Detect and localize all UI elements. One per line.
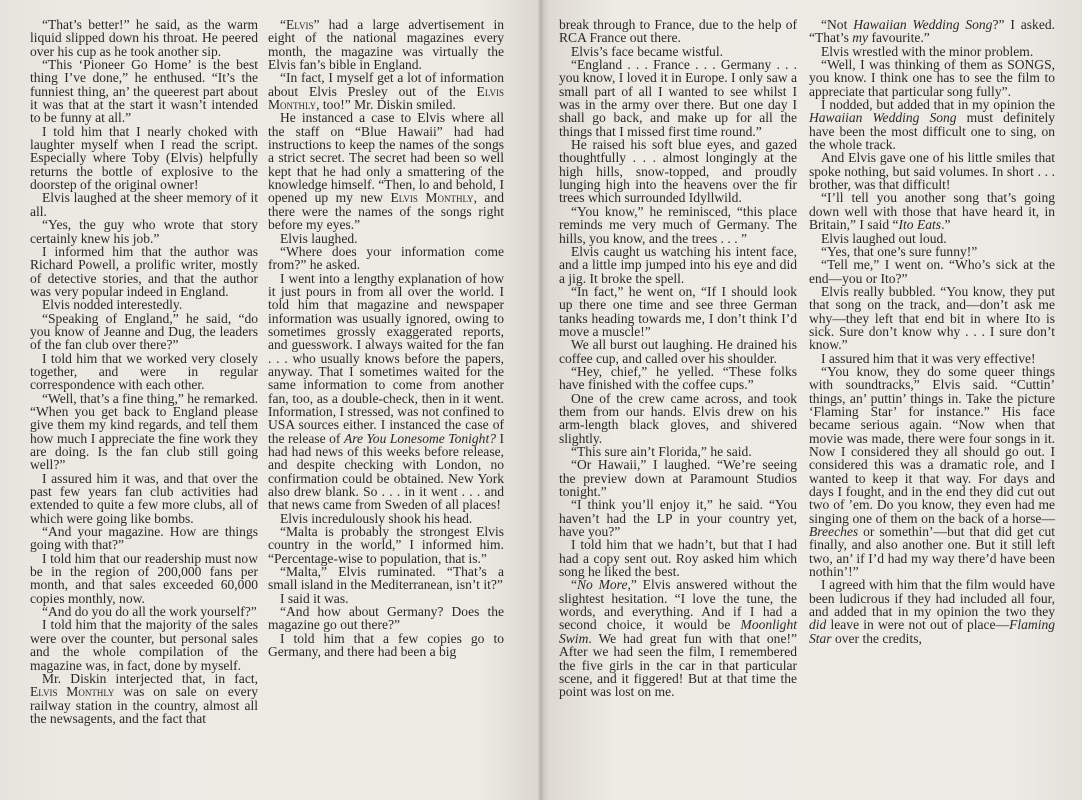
paragraph bbox=[559, 498, 797, 538]
paragraph bbox=[268, 592, 504, 605]
text-run: “This sure ain’t Florida,” he said. bbox=[571, 444, 752, 459]
paragraph bbox=[268, 565, 504, 592]
text-run: Elvis laughed. bbox=[280, 230, 358, 246]
text-run: Elvis nodded interestedly. bbox=[42, 297, 183, 313]
text-column-1 bbox=[30, 18, 258, 725]
paragraph bbox=[809, 365, 1055, 579]
italic-title: Breeches bbox=[809, 524, 859, 540]
text-column-2 bbox=[268, 18, 504, 659]
text-run: “And how about Germany? Does the magazine go out there?” bbox=[268, 604, 504, 633]
paragraph bbox=[809, 18, 1055, 45]
text-run: “England . . . France . . . Germany . . . you know, I loved it in Europe. I only saw a small part of all I wanted to see whilst I was in the army over there. But one day I shall go back, and make up for all the things that I missed first time round.” bbox=[559, 57, 797, 139]
paragraph bbox=[268, 272, 504, 512]
text-run: “Where does your information come from?” he asked. bbox=[268, 243, 504, 273]
italic-title: Hawaiian Wedding Song bbox=[853, 17, 993, 32]
small-caps-text: Elvis Monthly bbox=[30, 684, 115, 700]
text-run: “Malta is probably the strongest Elvis country in the world,” I informed him. “Percentage-wise to population, that is.” bbox=[268, 524, 504, 566]
text-run: Mr. Diskin interjected that, in fact, bbox=[42, 670, 258, 686]
text-run: or somethin’—but that did get cut finally, and also another one. But it still left two, an’ if I’d had my way there’d have been nothin’!” bbox=[809, 524, 1055, 580]
text-run: “Malta,” Elvis ruminated. “That’s a small island in the Mediterranean, isn’t it?” bbox=[268, 564, 504, 593]
text-run: ?” I asked. “That’s bbox=[809, 17, 1055, 46]
text-run: “In fact, I myself get a lot of information about Elvis Presley out of the bbox=[268, 70, 504, 99]
text-column-3 bbox=[559, 18, 797, 699]
text-run: “ bbox=[280, 17, 287, 32]
text-run: “Not bbox=[821, 17, 854, 32]
paragraph bbox=[559, 338, 797, 365]
paragraph bbox=[559, 458, 797, 498]
paragraph bbox=[809, 58, 1055, 98]
paragraph bbox=[30, 218, 258, 245]
paragraph bbox=[559, 445, 797, 458]
text-run: “I think you’ll enjoy it,” he said. “You haven’t had the LP in your country yet, have you?” bbox=[559, 497, 797, 540]
paragraph bbox=[268, 245, 504, 272]
text-run: Elvis’s face became wistful. bbox=[571, 43, 723, 59]
paragraph bbox=[30, 125, 258, 192]
paragraph bbox=[268, 605, 504, 632]
italic-title: Are You Lonesome Tonight? bbox=[343, 430, 496, 446]
text-run: We all burst out laughing. He drained his coffee cup, and called over his shoulder. bbox=[559, 337, 797, 366]
text-run: “Well, I was thinking of them as SONGS, you know. I think one has to see the film to appreciate that particular song fully”. bbox=[809, 57, 1055, 99]
paragraph bbox=[268, 525, 504, 565]
paragraph bbox=[268, 71, 504, 111]
text-run: over the credits, bbox=[831, 630, 922, 646]
paragraph bbox=[268, 111, 504, 231]
text-run: One of the crew came across, and took them from our hands. Elvis drew on his arm-length black gloves, and shivered slightly. bbox=[559, 390, 797, 446]
text-run: . We had great fun with that one!” After we had seen the film, I remembered the five girls in the car in that particular scene, and it figgered! But at that time the point was lost on me. bbox=[559, 630, 797, 700]
paragraph bbox=[30, 298, 258, 311]
text-run: I assured him it was, and that over the past few years fan club activities had extended to quite a few more clubs, all of which were going like bombs. bbox=[30, 470, 258, 526]
text-run: Elvis incredulously shook his head. bbox=[280, 510, 473, 526]
text-column-4 bbox=[809, 18, 1055, 645]
text-run: I told him that our readership must now be in the region of 200,000 fans per month, and that sales exceeded 60,000 copies monthly, now. bbox=[30, 550, 258, 606]
italic-title: Hawaiian Wedding Song bbox=[809, 110, 957, 126]
paragraph bbox=[268, 18, 504, 71]
text-run: And Elvis gave one of his little smiles that spoke nothing, but said volumes. In short . . . brother, was that difficult! bbox=[809, 150, 1055, 193]
paragraph bbox=[809, 232, 1055, 245]
text-run: “Yes, the guy who wrote that story certainly knew his job.” bbox=[30, 217, 258, 246]
italic-title: did bbox=[809, 617, 827, 633]
paragraph bbox=[559, 205, 797, 245]
text-run: I said it was. bbox=[280, 590, 349, 606]
italic-title: Flaming Star bbox=[809, 617, 1055, 646]
italic-title: my bbox=[852, 30, 869, 46]
paragraph bbox=[809, 258, 1055, 285]
paragraph bbox=[559, 578, 797, 698]
paragraph bbox=[30, 18, 258, 58]
paragraph bbox=[559, 285, 797, 338]
right-page bbox=[541, 0, 1082, 800]
text-run: He instanced a case to Elvis where all the staff on “Blue Hawaii” had had instructions to keep the names of the songs a strict secret. The secret had been so well kept that he had only a smattering of the knowledge himself. “Then, lo and behold, I opened up my new bbox=[268, 110, 504, 206]
text-run: ,” Elvis answered without the slightest hesitation. “I love the tune, the words, and everything. And if I had a second choice, it would be bbox=[559, 577, 797, 633]
paragraph bbox=[268, 632, 504, 659]
text-run: I went into a lengthy explanation of how it just pours in from all over the world. I told him that magazine and newspaper information was usually ignored, owing to sometimes grossly exaggerated reports, and guesswork. I always waited for the fan . . . who usually knows before the papers, anyway. That I sometimes waited for the same information to come from another fan, too, as a double-check, then in it went. Information, I stressed, was not confined to USA sources either. I instanced the case of the release of bbox=[268, 270, 504, 446]
text-run: “Well, that’s a fine thing,” he remarked. “When you get back to England please give them my kind regards, and tell them how much I appreciate the fine work they are doing. Is the fan club still going well?” bbox=[30, 390, 258, 473]
text-run: “You know, they do some queer things with soundtracks,” Elvis said. “Cuttin’ things, an’ puttin’ things in. Take the picture ‘Flaming Star’ for instance.” His face became serious again. “Now when that movie was made, there were four songs in it. Now I considered they all should go out. I considered this was a dramatic role, and I wanted to keep it that way. For days and days I fought, and in the end they did cut out two of ’em. Do you know, they even had me singing one of them on the back of a horse— bbox=[809, 363, 1055, 526]
italic-title: No More bbox=[577, 577, 628, 593]
paragraph bbox=[559, 45, 797, 58]
text-run: “That’s better!” he said, as the warm liquid slipped down his throat. He peered over his cup as he took another sip. bbox=[30, 17, 258, 59]
small-caps-text: Elvis Monthly bbox=[390, 190, 474, 206]
paragraph bbox=[30, 191, 258, 218]
paragraph bbox=[809, 285, 1055, 352]
text-run: Elvis laughed out loud. bbox=[821, 230, 947, 246]
text-run: “And do you do all the work yourself?” bbox=[42, 604, 257, 620]
paragraph bbox=[559, 58, 797, 138]
paragraph bbox=[559, 18, 797, 45]
text-run: I agreed with him that the film would have been ludicrous if they had included all four, and added that in my opinion the two they bbox=[809, 577, 1055, 620]
paragraph bbox=[30, 672, 258, 725]
paragraph bbox=[809, 245, 1055, 258]
text-run: “Speaking of England,” he said, “do you know of Jeanne and Dug, the leaders of the fan club over there?” bbox=[30, 310, 258, 353]
paragraph bbox=[809, 45, 1055, 58]
text-run: favourite.” bbox=[868, 30, 930, 46]
text-run: I nodded, but added that in my opinion the bbox=[821, 97, 1055, 113]
paragraph bbox=[30, 58, 258, 125]
text-run: I told him that we hadn’t, but that I had had a copy sent out. Roy asked him which song he liked the best. bbox=[559, 537, 797, 580]
text-run: “ bbox=[571, 577, 578, 593]
text-run: Elvis caught us watching his intent face, and a little imp jumped into his eye and did a jig. It broke the spell. bbox=[559, 243, 797, 286]
text-run: ” had a large advertisement in eight of the national magazines every month, the magazine was virtually the Elvis fan’s bible in England. bbox=[268, 17, 504, 73]
paragraph bbox=[559, 365, 797, 392]
paragraph bbox=[30, 472, 258, 525]
paragraph bbox=[559, 138, 797, 205]
text-run: “This ‘Pioneer Go Home’ is the best thing I’ve done,” he enthused. “It’s the funniest thing, an’ the queerest part about it was that at the start it wasn’t intended to be funny at all.” bbox=[30, 57, 258, 126]
text-run: , too!” Mr. Diskin smiled. bbox=[316, 97, 456, 113]
text-run: break through to France, due to the help of RCA France out there. bbox=[559, 17, 797, 46]
paragraph bbox=[30, 352, 258, 392]
text-run: I assured him that it was very effective! bbox=[821, 350, 1036, 366]
text-run: leave in were not out of place— bbox=[826, 617, 1010, 633]
paragraph bbox=[30, 525, 258, 552]
text-run: I told him that a few copies go to Germany, and there had been a big bbox=[268, 630, 504, 660]
text-run: “Hey, chief,” he yelled. “These folks have finished with the coffee cups.” bbox=[559, 363, 797, 393]
paragraph bbox=[559, 538, 797, 578]
text-run: “I’ll tell you another song that’s going down well with those that have heard it, in Britain,” I said “ bbox=[809, 190, 1055, 233]
paragraph bbox=[30, 618, 258, 671]
text-run: “You know,” he reminisced, “this place reminds me very much of Germany. The hills, you know, and the trees . . . ” bbox=[559, 203, 797, 246]
text-run: , and there were the names of the songs right before my eyes.” bbox=[268, 190, 504, 233]
text-run: Elvis wrestled with the minor problem. bbox=[821, 43, 1034, 59]
paragraph bbox=[809, 98, 1055, 151]
text-run: Elvis laughed at the sheer memory of it all. bbox=[30, 190, 258, 219]
text-run: I told him that I nearly choked with laughter myself when I read the script. Especially where Toby (Elvis) helpfully returns the bottle of explosive to the doorstep of the original owner! bbox=[30, 123, 258, 193]
text-run: I had had news of this weeks before release, and despite checking with London, no confirmation could be obtained. New York also drew blank. So . . . in it went . . . and that news came from Sweden of all places! bbox=[268, 430, 504, 513]
paragraph bbox=[809, 191, 1055, 231]
small-caps-text: Elvis bbox=[286, 17, 314, 32]
paragraph bbox=[30, 312, 258, 352]
text-run: was on sale on every railway station in the country, almost all the newsagents, and the fact that bbox=[30, 684, 258, 726]
text-run: “Tell me,” I went on. “Who’s sick at the end—you or Ito?” bbox=[809, 257, 1055, 286]
paragraph bbox=[268, 232, 504, 245]
paragraph bbox=[30, 605, 258, 618]
paragraph bbox=[559, 245, 797, 285]
text-run: I informed him that the author was Richard Powell, a prolific writer, mostly of detective stories, and that the author was very popular indeed in England. bbox=[30, 243, 258, 299]
paragraph bbox=[559, 392, 797, 445]
text-run: I told him that the majority of the sales were over the counter, but personal sales and the whole compilation of the magazine was, in fact, done by myself. bbox=[30, 617, 258, 673]
paragraph bbox=[30, 392, 258, 472]
italic-title: Ito Eats bbox=[898, 217, 942, 233]
text-run: “And your magazine. How are things going with that?” bbox=[30, 524, 258, 553]
paragraph bbox=[809, 352, 1055, 365]
text-run: He raised his soft blue eyes, and gazed thoughtfully . . . almost longingly at the high hills, snow-topped, and proudly lunging high into the heavens over the fir trees which surrounded Idyllwild. bbox=[559, 137, 797, 206]
paragraph bbox=[268, 512, 504, 525]
paragraph bbox=[30, 245, 258, 298]
paragraph bbox=[809, 578, 1055, 645]
text-run: “Or Hawaii,” I laughed. “We’re seeing the preview down at Paramount Studios tonight.” bbox=[559, 457, 797, 500]
paragraph bbox=[809, 151, 1055, 191]
text-run: Elvis really bubbled. “You know, they put that song on the track, and—don’t ask me why—they left that end bit in where Ito is sick. Sure don’t know why . . . I sure don’t know.” bbox=[809, 283, 1055, 353]
text-run: “In fact,” he went on, “If I should look up there one time and see three German tanks heading towards me, I don’t think I’d move a muscle!” bbox=[559, 283, 797, 339]
text-run: “Yes, that one’s sure funny!” bbox=[821, 243, 978, 259]
text-run: .” bbox=[941, 217, 951, 233]
text-run: must definitely have been the most difficult one to sing, on the whole track. bbox=[809, 110, 1055, 153]
small-caps-text: Elvis Monthly bbox=[268, 83, 504, 113]
paragraph bbox=[30, 552, 258, 605]
italic-title: Moonlight Swim bbox=[559, 617, 797, 646]
text-run: I told him that we worked very closely together, and were in regular correspondence with each other. bbox=[30, 350, 258, 393]
